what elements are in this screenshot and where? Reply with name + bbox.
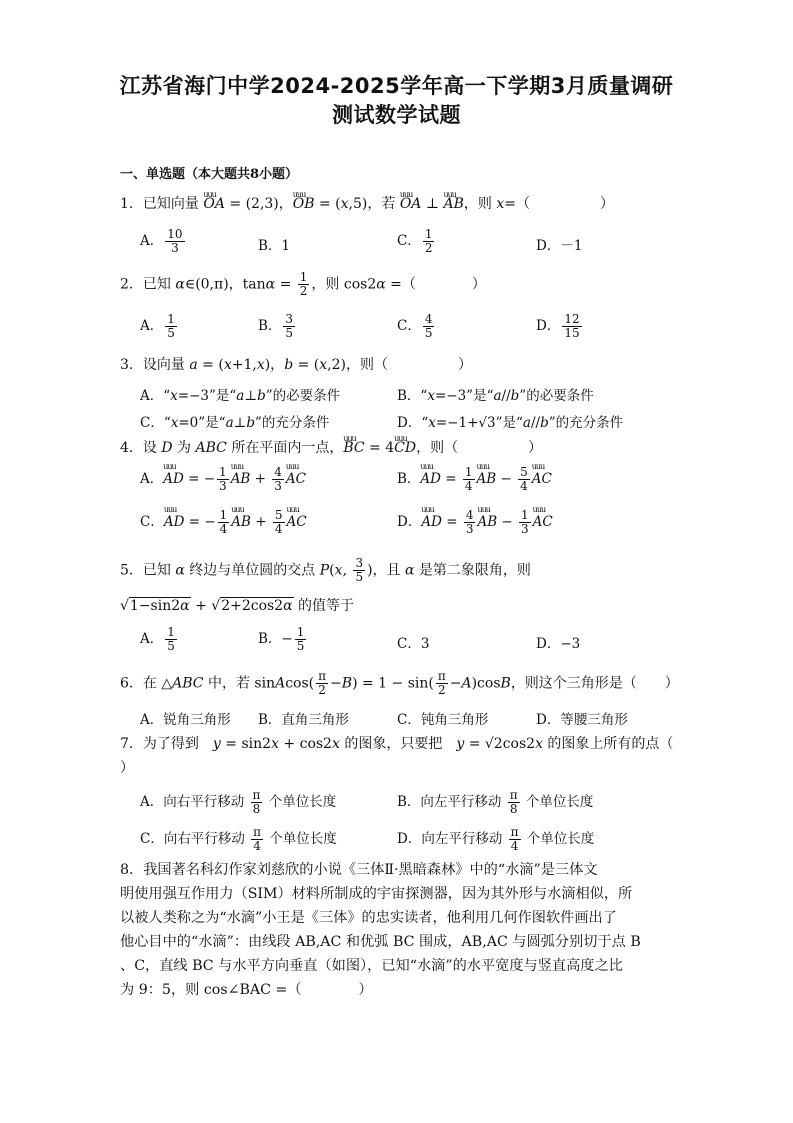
question-1: 1．已知向量 uuu OA = (2,3)，uuu OB = (x,5)，若 uuu OA ⊥ uuu AB，则 x=（ ） <box>120 193 614 215</box>
q3-option-d: D．“x=−1+√3”是“a//b”的充分条件 <box>397 415 624 431</box>
q5-option-c: C．3 <box>397 636 430 652</box>
question-3: 3．设向量 a = (x+1,x)，b = (x,2)，则（ ） <box>120 357 472 373</box>
q3-option-a: A．“x=−3”是“a⊥b”的必要条件 <box>140 388 341 404</box>
q3-option-b: B．“x=−3”是“a//b”的必要条件 <box>397 388 594 404</box>
q8-line-2: 明使用强互作用力（SIM）材料所制成的宇宙探测器，因为其外形与水滴相似，所 <box>120 886 633 902</box>
q7-option-a: A．向右平行移动 $\frac{\pi}{8}$ 个单位长度 <box>140 788 337 816</box>
q7-option-b: B．向左平行移动 $\frac{\pi}{8}$ 个单位长度 <box>397 788 594 816</box>
q2-option-c: C． $\frac{4}{5}$ <box>397 312 433 340</box>
q6-option-b: B．直角三角形 <box>258 712 349 728</box>
q7-option-d: D．向左平行移动 $\frac{\pi}{4}$ 个单位长度 <box>397 825 595 853</box>
q8-line-4: 他心目中的“水滴”：由线段 AB,AC 和优弧 BC 围成，AB,AC 与圆弧分别切于点 B <box>120 934 641 950</box>
q8-line-1: 8．我国著名科幻作家刘慈欣的小说《三体Ⅱ·黑暗森林》中的“水滴”是三体文 <box>120 862 598 878</box>
q6-option-d: D．等腰三角形 <box>536 712 628 728</box>
q1-option-c: C． $\frac{1}{2}$ <box>397 227 433 255</box>
q2-option-a: A． $\frac{1}{5}$ <box>140 312 175 340</box>
q4-option-c: C．uuu AD = − $\frac{1}{4}$ uuu AB + $\frac{5}{4}$ uuu AC <box>140 509 307 536</box>
q6-option-a: A．锐角三角形 <box>140 712 231 728</box>
q8-line-3: 以被人类称之为“水滴”小王是《三体》的忠实读者，他利用几何作图软件画出了 <box>120 910 617 926</box>
q2-option-d: D． $\frac{12}{15}$ <box>536 312 580 340</box>
q5-option-b: B．− $\frac{1}{5}$ <box>258 625 305 653</box>
q8-line-5: 、C，直线 BC 与水平方向垂直（如图），已知“水滴”的水平宽度与竖直高度之比 <box>120 958 623 974</box>
doc-title-line2: 测试数学试题 <box>332 103 461 127</box>
q1-option-b: B．1 <box>258 238 291 254</box>
q7-option-c: C．向右平行移动 $\frac{\pi}{4}$ 个单位长度 <box>140 825 337 853</box>
q1-option-a: A． $\frac{10}{3}$ <box>140 227 183 255</box>
question-4: 4．设 D 为 ABC 所在平面内一点，uuu BC = 4uuu CD，则（ ） <box>120 437 542 459</box>
q4-option-a: A．uuu AD = − $\frac{1}{3}$ uuu AB + $\frac{4}{3}$ uuu AC <box>140 466 306 493</box>
question-8 <box>120 858 675 1002</box>
q2-option-b: B． $\frac{3}{5}$ <box>258 312 294 340</box>
q3-option-c: C．“x=0”是“a⊥b”的充分条件 <box>140 415 330 431</box>
q5-option-a: A． $\frac{1}{5}$ <box>140 625 175 653</box>
question-7-line2: ） <box>120 760 134 776</box>
section-heading: 一、单选题（本大题共8小题） <box>120 167 299 182</box>
question-2: 2．已知 α∈(0,π)，tanα = $\frac{1}{2}$ ，则 cos2α =（ ） <box>120 270 486 298</box>
doc-title-line1: 江苏省海门中学2024-2025学年高一下学期3月质量调研 <box>119 74 674 98</box>
q4-option-d: D．uuu AD = $\frac{4}{3}$ uuu AB − $\frac{1}{3}$ uuu AC <box>397 509 553 536</box>
q6-option-c: C．钝角三角形 <box>397 712 489 728</box>
q4-option-b: B．uuu AD = $\frac{1}{4}$ uuu AB − $\frac{5}{4}$ uuu AC <box>397 466 552 493</box>
q5-option-d: D．−3 <box>536 636 581 652</box>
question-6: 6．在 △ABC 中，若 sinAcos( $\frac{\pi}{2}$ −B) = 1 − sin( $\frac{\pi}{2}$ −A)cosB，则这个三角形是（ ） <box>120 669 679 697</box>
question-7: 7．为了得到 y = sin2x + cos2x 的图象，只要把 y = √2cos2x 的图象上所有的点（ <box>120 736 674 752</box>
question-5: 5．已知 α 终边与单位圆的交点 P(x, $\frac{3}{5}$ )，且 α 是第二象限角，则 <box>120 556 531 584</box>
q1-option-d: D．－1 <box>536 238 583 254</box>
q8-line-6: 为 9：5，则 cos∠BAC =（ ） <box>120 982 373 998</box>
question-5-line2: √1−sin2α + √2+2cos2α 的值等于 <box>120 598 355 614</box>
